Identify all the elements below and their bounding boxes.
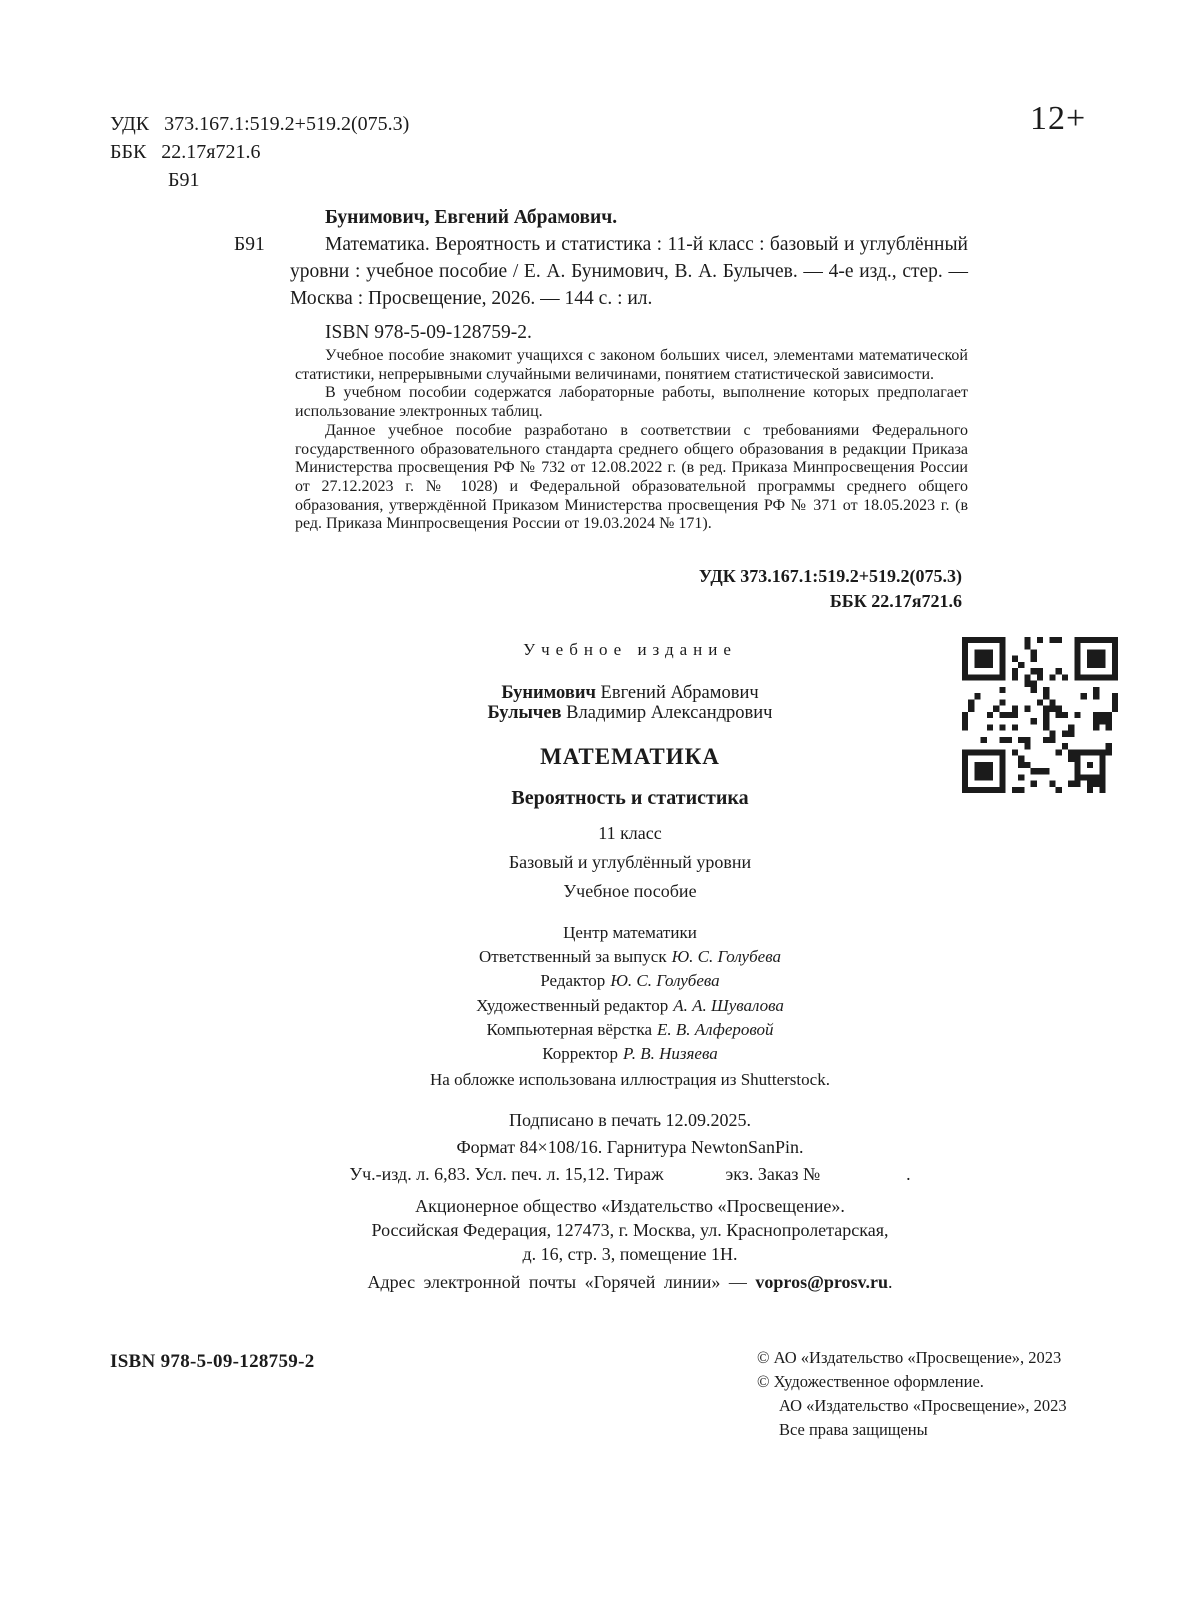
credit-name: Ю. С. Голубева — [671, 947, 781, 967]
print-volume-line — [294, 1161, 966, 1188]
book-levels: Базовый и углублённый уровни — [508, 852, 752, 872]
author-surname: Бунимович — [501, 683, 596, 703]
line-period: . — [906, 1164, 911, 1184]
bbk-code: ББК 22.17я721.6 — [110, 141, 261, 163]
book-grade: 11 класс — [598, 823, 662, 843]
publisher-block — [294, 1194, 966, 1266]
bib-author: Бунимович, Евгений Абрамович. — [325, 207, 618, 228]
publisher-name: Акционерное общество «Издательство «Просвещение». — [415, 1196, 845, 1216]
book-title: МАТЕМАТИКА — [540, 744, 720, 769]
credit-name: Р. В. Низяева — [623, 1044, 718, 1064]
credit-role: Художественный редактор — [476, 995, 669, 1015]
bibliographic-entry — [234, 204, 968, 346]
contact-text: Адрес электронной почты «Горячей линии» — — [367, 1272, 756, 1292]
credit-name: Е. В. Алферовой — [657, 1019, 774, 1039]
copyright-line: © Художественное оформление. — [757, 1372, 984, 1391]
print-volume-text: Уч.-изд. л. 6,83. Усл. печ. л. 15,12. Тираж — [349, 1164, 664, 1184]
copyright-line: Все права защищены — [779, 1420, 928, 1439]
classification-codes-right — [699, 564, 962, 614]
publisher-address-2: д. 16, стр. 3, помещение 1Н. — [522, 1244, 738, 1264]
bbk-code-right: ББК 22.17я721.6 — [829, 591, 962, 611]
udk-code-right: УДК 373.167.1:519.2+519.2(075.3) — [698, 566, 962, 586]
edition-author-2 — [294, 704, 966, 724]
book-subtitle: Вероятность и статистика — [511, 787, 749, 809]
credits-center-name: Центр математики — [563, 923, 697, 942]
annotation-paragraph-3: Данное учебное пособие разработано в соответствии с требованиями Федерального государственного образовательного стандарта среднего общего образования в редакции Приказа Министерства просвещения РФ № 732 от 12.08.2022 г. (в ред. Приказа Минпросвещения России от 27.12.2023 г. № 1028) и Федеральной образовательной программы среднего общего образования, утверждённой Приказом Министерства просвещения РФ № 371 от 18.05.2023 г. (в ред. Приказа Минпросвещения России от 19.03.2024 № 171). — [295, 421, 968, 533]
edition-author-1 — [294, 684, 966, 704]
udk-code: УДК 373.167.1:519.2+519.2(075.3) — [110, 113, 410, 135]
age-rating-badge: 12+ — [1030, 100, 1087, 137]
credit-role: Редактор — [540, 971, 606, 991]
credits-block — [294, 921, 966, 1066]
print-format-line: Формат 84×108/16. Гарнитура NewtonSanPin. — [456, 1137, 804, 1157]
credit-row — [294, 1018, 966, 1042]
credit-name: Ю. С. Голубева — [610, 971, 720, 991]
credit-row — [294, 1042, 966, 1066]
cover-illustration-note: На обложке использована иллюстрация из Shutterstock. — [430, 1070, 830, 1089]
edition-kind: Учебное издание — [523, 640, 737, 659]
author-sign-code: Б91 — [168, 169, 200, 191]
credit-name: А. А. Шувалова — [673, 995, 784, 1015]
credit-role: Ответственный за выпуск — [479, 947, 667, 967]
bib-margin-code: Б91 — [234, 234, 265, 255]
edition-authors — [294, 684, 966, 723]
contact-line — [294, 1272, 966, 1293]
print-date-line: Подписано в печать 12.09.2025. — [508, 1110, 752, 1130]
credit-role: Компьютерная вёрстка — [486, 1019, 652, 1039]
copyright-line: АО «Издательство «Просвещение», 2023 — [779, 1396, 1067, 1415]
annotation-block — [295, 347, 968, 534]
bib-isbn: ISBN 978-5-09-128759-2. — [325, 322, 532, 343]
author-surname: Булычев — [487, 702, 562, 723]
credit-row — [294, 994, 966, 1018]
footer-isbn: ISBN 978-5-09-128759-2 — [110, 1351, 315, 1372]
annotation-paragraph-1: Учебное пособие знакомит учащихся с законом больших чисел, элементами математической статистики, непрерывными случайными величинами, понятием статистической зависимости. — [295, 347, 968, 383]
qr-code — [962, 637, 1118, 793]
header-classification-codes — [110, 110, 409, 194]
credit-role: Корректор — [542, 1044, 619, 1064]
contact-email: vopros@prosv.ru — [755, 1272, 889, 1292]
order-text: экз. Заказ № — [725, 1164, 821, 1184]
author-given-names: Владимир Александрович — [561, 702, 773, 723]
contact-period: . — [888, 1272, 893, 1292]
publisher-address-1: Российская Федерация, 127473, г. Москва, ул. Краснопролетарская, — [371, 1220, 889, 1240]
bib-description: Математика. Вероятность и статистика : 11-й класс : базовый и углублённый уровни : учебное пособие / Е. А. Бунимович, В. А. Булычев. — 4-е изд., стер. — Москва : Просвещение, 2026. — 144 с. : ил. — [290, 234, 968, 309]
print-info-block — [294, 1107, 966, 1188]
book-type: Учебное пособие — [563, 881, 697, 901]
copyright-line: © АО «Издательство «Просвещение», 2023 — [757, 1348, 1062, 1367]
credit-row — [294, 969, 966, 993]
author-given-names: Евгений Абрамович — [595, 683, 759, 703]
credit-row — [294, 945, 966, 969]
copyright-block — [757, 1346, 1067, 1442]
annotation-paragraph-2: В учебном пособии содержатся лабораторные работы, выполнение которых предполагает использование электронных таблиц. — [295, 384, 968, 421]
bib-entry-body — [234, 231, 968, 312]
